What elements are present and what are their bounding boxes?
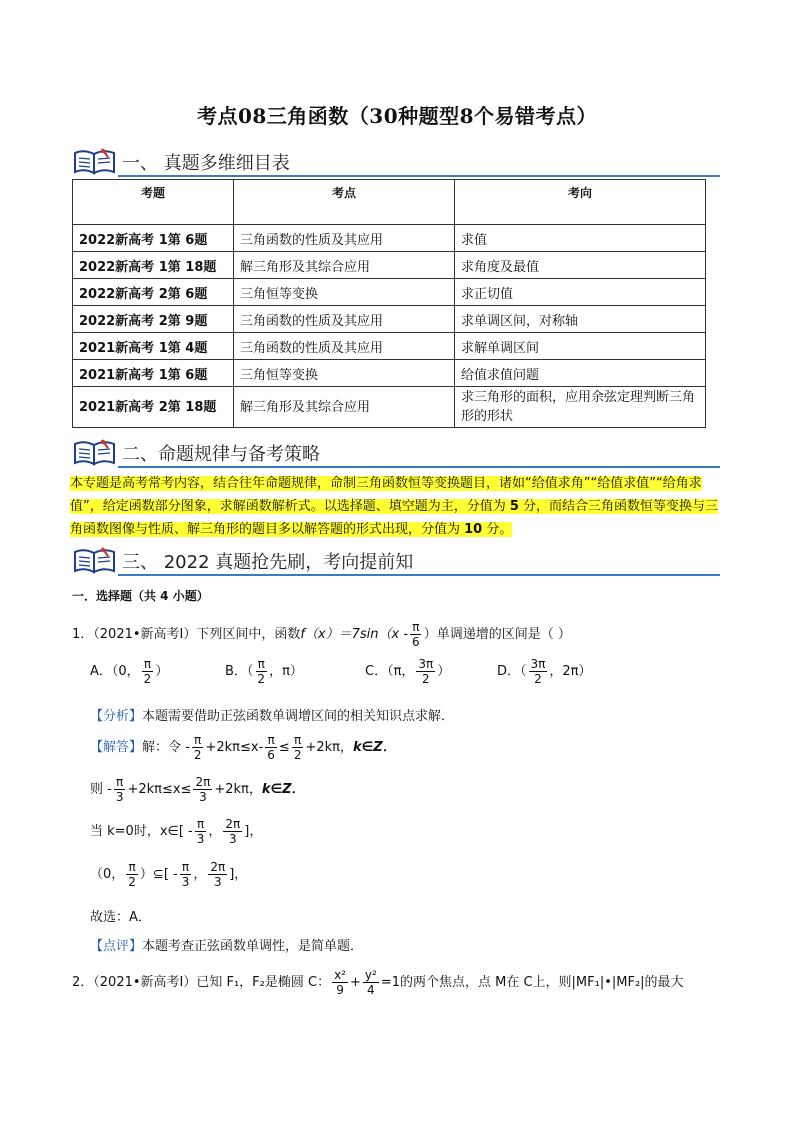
answer-choice: 故选：A． — [90, 910, 151, 925]
fraction: $\frac{\text{y²}}{4}$ — [364, 968, 377, 997]
table-cell: 解三角形及其综合应用 — [234, 252, 455, 279]
strategy-text-2: 分，而结合三角函数恒等变换与三角函数图像与性质、解三角形的题目多以解答题的形式出现，分值为 — [70, 499, 719, 537]
strategy-text-1: 本专题是高考常考内容，结合往年命题规律，命制三角函数恒等变换题目，诸如“给值求角”“给值求值”“给角求值”，给定函数部分图象，求解函数解析式。以选择题、填空题为主，分值为 — [70, 476, 702, 514]
table-row — [73, 252, 706, 279]
table-cell: 三角函数的性质及其应用 — [234, 333, 455, 360]
section-divider — [118, 175, 720, 177]
option-d: D．（ $\frac{3\pi}{2}$ ，2π） — [497, 657, 592, 686]
q2-stem-text: 2．（2021•新高考Ⅰ）已知 F₁，F₂是椭圆 C： — [72, 975, 331, 990]
fraction: $\frac{\pi}{2}$ — [193, 733, 202, 762]
table-row — [73, 306, 706, 333]
question-1-stem — [72, 620, 571, 649]
table-cell: 2022新高考 1第 18题 — [73, 252, 234, 279]
table-cell: 解三角形及其综合应用 — [234, 387, 455, 428]
fraction: $\frac{2\pi}{3}$ — [210, 860, 226, 889]
analysis-line: 【分析】本题需要借助正弦函数单调增区间的相关知识点求解． — [90, 709, 455, 724]
fraction: $\frac{\pi}{6}$ — [267, 733, 275, 762]
choice-heading: 一．选择题（共 4 小题） — [72, 589, 209, 603]
answer-line-3: 当 k=0时，x∈[ - $\frac{\pi}{3}$ ， $\frac{2\pi}{3}$ ]， — [90, 817, 263, 846]
q1-stem-text: 1．（2021•新高考Ⅰ）下列区间中，函数 — [72, 627, 301, 642]
table-row — [73, 387, 706, 428]
section-header-1 — [72, 147, 720, 177]
fraction: $\frac{\pi}{2}$ — [293, 733, 302, 762]
table-row — [73, 333, 706, 360]
table-cell: 2022新高考 2第 9题 — [73, 306, 234, 333]
question-2-stem: 2．（2021•新高考Ⅰ）已知 F₁，F₂是椭圆 C： $\frac{\text{x²}}{9}$ + $\frac{\text{y²}}{4}$ =1的两个焦点，点 M在 C上，则|MF₁|•|MF₂|的最大 — [72, 968, 684, 997]
answer-line-1: 【解答】解：令 - $\frac{\pi}{2}$ +2kπ≤x- $\frac{\pi}{6}$ ≤ $\frac{\pi}{2}$ +2kπ，k∈Z． — [90, 733, 396, 762]
section-divider — [118, 466, 720, 468]
strategy-text — [70, 476, 718, 537]
table-cell: 2022新高考 2第 6题 — [73, 279, 234, 306]
option-a: A．（0， $\frac{\pi}{2}$ ） — [90, 657, 169, 686]
table-row — [73, 279, 706, 306]
table-header-row — [73, 180, 706, 225]
page-title: 考点08三角函数（30种题型8个易错考点） — [196, 104, 598, 128]
table-cell: 2022新高考 1第 6题 — [73, 225, 234, 252]
table-cell: 给值求值问题 — [455, 360, 706, 387]
book-icon — [72, 147, 118, 175]
fraction: $\frac{\pi}{3}$ — [196, 817, 205, 846]
review-tag: 【点评】 — [90, 939, 143, 954]
table-cell: 求单调区间，对称轴 — [455, 306, 706, 333]
strategy-score-1: 5 — [509, 499, 519, 514]
section-heading-1: 一、 真题多维细目表 — [122, 153, 290, 174]
review-line: 【点评】本题考查正弦函数单调性，是简单题． — [90, 939, 364, 954]
answer-line-4: （0， $\frac{\pi}{2}$ ）⊆[ - $\frac{\pi}{3}$ ， $\frac{2\pi}{3}$ ]， — [90, 860, 248, 889]
table-cell: 三角函数的性质及其应用 — [234, 306, 455, 333]
section-divider — [118, 574, 720, 576]
fraction: $\frac{\pi}{2}$ — [128, 860, 136, 889]
section-header-2 — [72, 438, 720, 468]
fraction: $\frac{\pi}{6}$ — [412, 620, 420, 649]
fraction: $\frac{2\pi}{3}$ — [195, 775, 211, 804]
table-cell: 求解单调区间 — [455, 333, 706, 360]
answer-line-2: 则 - $\frac{\pi}{3}$ +2kπ≤x≤ $\frac{2\pi}{3}$ +2kπ，k∈Z． — [90, 775, 305, 804]
section-heading-2: 二、命题规律与备考策略 — [122, 444, 320, 465]
answer-tag: 【解答】 — [90, 740, 143, 755]
section-heading-3: 三、 2022 真题抢先刷，考向提前知 — [122, 552, 414, 573]
table-cell: 2021新高考 1第 4题 — [73, 333, 234, 360]
option-b: B．（ $\frac{\pi}{2}$ ，π） — [225, 657, 303, 686]
book-icon — [72, 438, 118, 466]
fraction: $\frac{\pi}{3}$ — [115, 775, 124, 804]
strategy-paragraph — [70, 472, 730, 541]
analysis-tag: 【分析】 — [90, 709, 143, 724]
table-cell: 2021新高考 1第 6题 — [73, 360, 234, 387]
column-header: 考点 — [234, 180, 455, 225]
book-icon — [72, 546, 118, 574]
fraction: $\frac{\pi}{2}$ — [257, 657, 266, 686]
section-header-3 — [72, 546, 720, 576]
fraction: $\frac{\pi}{3}$ — [181, 860, 190, 889]
table-cell: 求值 — [455, 225, 706, 252]
table-cell: 三角恒等变换 — [234, 279, 455, 306]
table-cell: 三角函数的性质及其应用 — [234, 225, 455, 252]
column-header: 考向 — [455, 180, 706, 225]
table-cell: 三角恒等变换 — [234, 360, 455, 387]
fraction: $\frac{\text{x²}}{9}$ — [334, 968, 346, 997]
strategy-text-3: 分。 — [482, 522, 513, 537]
table-row — [73, 225, 706, 252]
q1-stem-end: ）单调递增的区间是（ ） — [423, 627, 571, 642]
column-header: 考题 — [73, 180, 234, 225]
table-cell: 2021新高考 2第 18题 — [73, 387, 234, 428]
fraction: $\frac{2\pi}{3}$ — [225, 817, 241, 846]
fraction: $\frac{3\pi}{2}$ — [530, 657, 546, 686]
fraction: $\frac{3\pi}{2}$ — [418, 657, 434, 686]
table-row — [73, 360, 706, 387]
option-c: C．（π， $\frac{3\pi}{2}$ ） — [365, 657, 451, 686]
q1-function: f（x）＝7sin（x - — [300, 627, 409, 642]
fraction: $\frac{\pi}{2}$ — [143, 657, 152, 686]
table-cell: 求角度及最值 — [455, 252, 706, 279]
strategy-score-2: 10 — [464, 522, 483, 537]
table-cell: 求正切值 — [455, 279, 706, 306]
table-cell: 求三角形的面积，应用余弦定理判断三角形的形状 — [455, 387, 706, 428]
exam-table — [72, 179, 706, 428]
q2-stem-end: =1的两个焦点，点 M在 C上，则|MF₁|•|MF₂|的最大 — [380, 975, 684, 990]
